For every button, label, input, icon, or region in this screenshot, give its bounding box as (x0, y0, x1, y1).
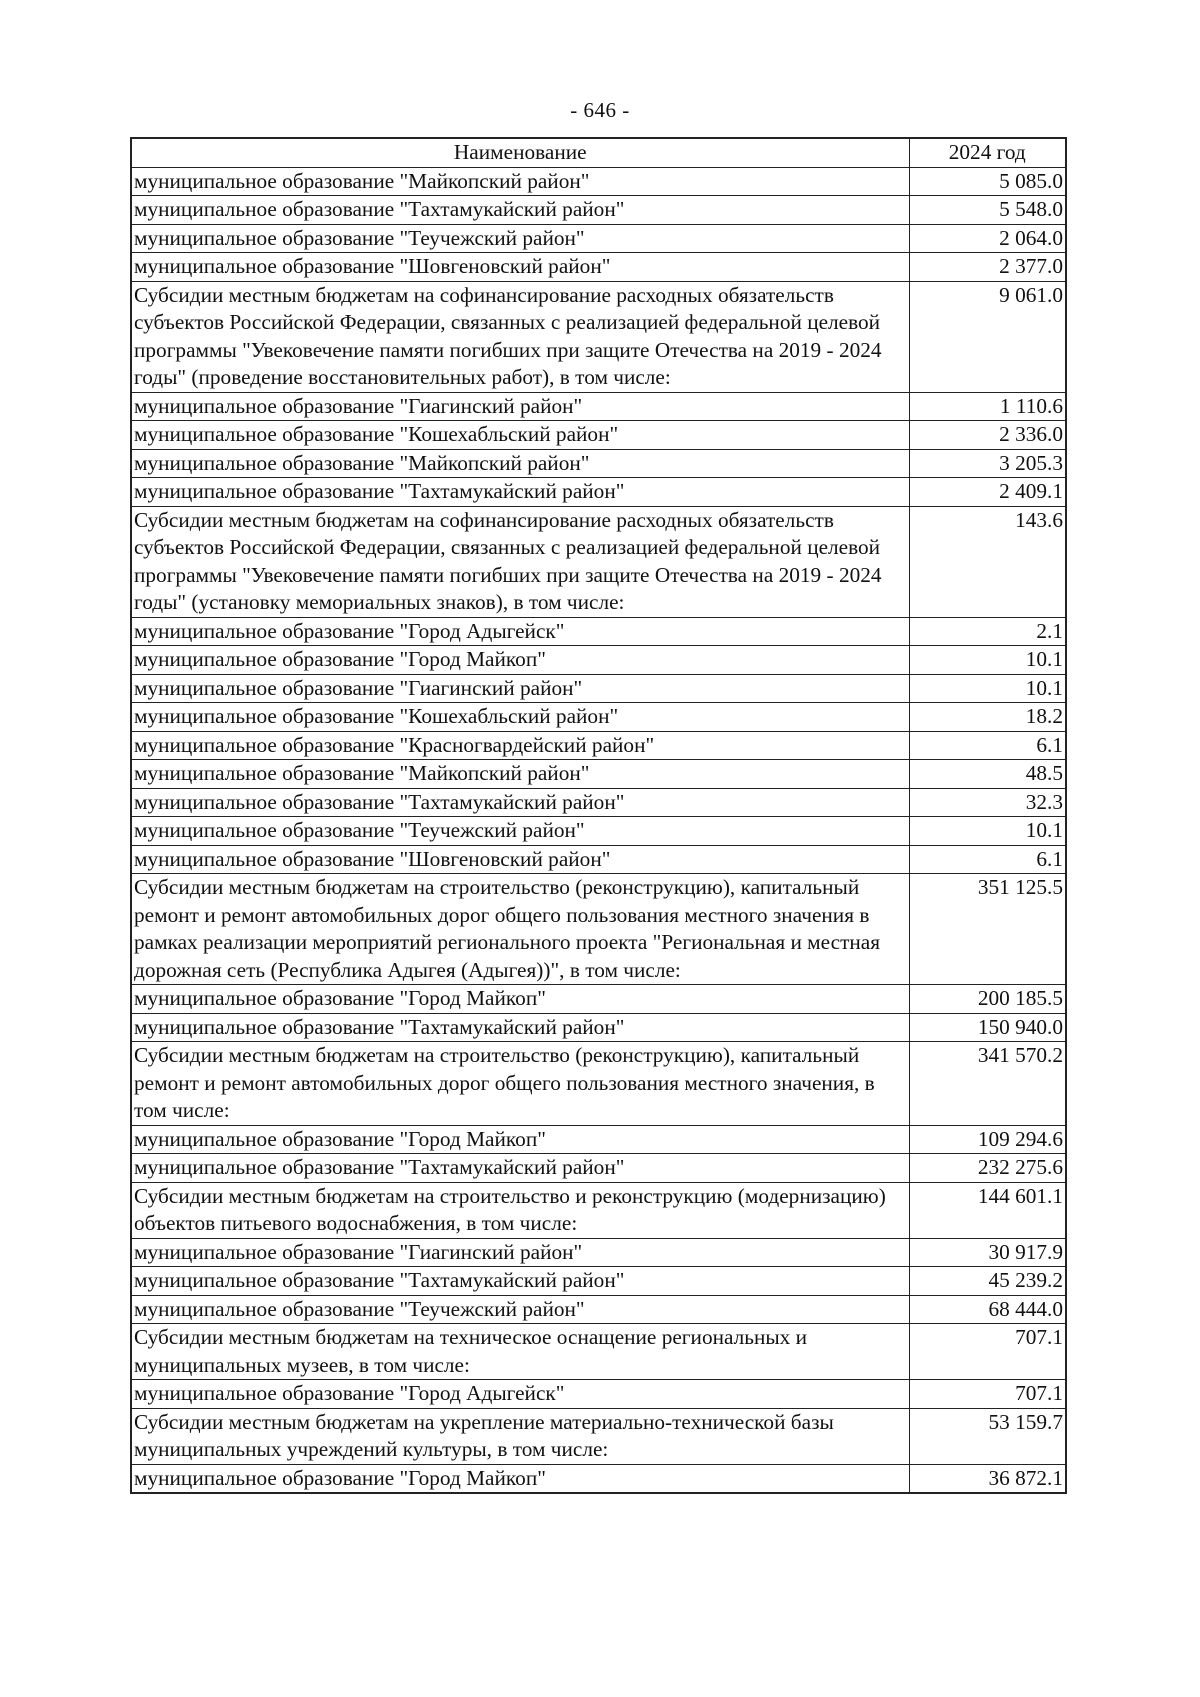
table-row (131, 196, 1066, 225)
table-row (131, 1013, 1066, 1042)
row-name: муниципальное образование "Город Майкоп" (131, 646, 909, 675)
row-value: 6.1 (909, 845, 1066, 874)
table-row (131, 646, 1066, 675)
row-value: 200 185.5 (909, 985, 1066, 1014)
table-row (131, 1125, 1066, 1154)
table-row (131, 788, 1066, 817)
row-name: муниципальное образование "Теучежский район" (131, 1295, 909, 1324)
row-value: 36 872.1 (909, 1464, 1066, 1493)
table-row (131, 1380, 1066, 1409)
table-row (131, 817, 1066, 846)
row-value: 144 601.1 (909, 1182, 1066, 1238)
table-row (131, 1042, 1066, 1126)
table-row (131, 1267, 1066, 1296)
row-name: муниципальное образование "Кошехабльский район" (131, 421, 909, 450)
row-value: 30 917.9 (909, 1238, 1066, 1267)
table-row (131, 1324, 1066, 1380)
row-name: муниципальное образование "Город Майкоп" (131, 1464, 909, 1493)
row-name: муниципальное образование "Гиагинский район" (131, 1238, 909, 1267)
row-value: 2 336.0 (909, 421, 1066, 450)
row-name: муниципальное образование "Город Майкоп" (131, 985, 909, 1014)
row-value: 150 940.0 (909, 1013, 1066, 1042)
row-value: 53 159.7 (909, 1408, 1066, 1464)
row-value: 10.1 (909, 817, 1066, 846)
row-value: 707.1 (909, 1380, 1066, 1409)
row-value: 6.1 (909, 731, 1066, 760)
row-name: муниципальное образование "Тахтамукайский район" (131, 478, 909, 507)
budget-table (130, 137, 1067, 1494)
row-name: муниципальное образование "Теучежский район" (131, 224, 909, 253)
table-row (131, 281, 1066, 392)
row-value: 48.5 (909, 760, 1066, 789)
row-name: муниципальное образование "Тахтамукайский район" (131, 788, 909, 817)
table-row (131, 478, 1066, 507)
row-value: 10.1 (909, 674, 1066, 703)
row-value: 32.3 (909, 788, 1066, 817)
row-value: 5 548.0 (909, 196, 1066, 225)
row-name: Субсидии местным бюджетам на строительство и реконструкцию (модернизацию) объектов питьевого водоснабжения, в том числе: (131, 1182, 909, 1238)
row-value: 2.1 (909, 617, 1066, 646)
row-name: муниципальное образование "Кошехабльский район" (131, 703, 909, 732)
row-value: 341 570.2 (909, 1042, 1066, 1126)
table-row (131, 421, 1066, 450)
table-row (131, 1238, 1066, 1267)
row-name: Субсидии местным бюджетам на укрепление материально-технической базы муниципальных учреждений культуры, в том числе: (131, 1408, 909, 1464)
row-value: 232 275.6 (909, 1154, 1066, 1183)
row-name: муниципальное образование "Майкопский район" (131, 167, 909, 196)
row-name: муниципальное образование "Город Адыгейск" (131, 1380, 909, 1409)
row-name: муниципальное образование "Тахтамукайский район" (131, 196, 909, 225)
row-name: муниципальное образование "Красногвардейский район" (131, 731, 909, 760)
row-name: муниципальное образование "Шовгеновский район" (131, 253, 909, 282)
row-name: муниципальное образование "Майкопский район" (131, 760, 909, 789)
table-header-row (131, 138, 1066, 167)
table-row (131, 1295, 1066, 1324)
row-value: 10.1 (909, 646, 1066, 675)
row-name: муниципальное образование "Город Майкоп" (131, 1125, 909, 1154)
row-value: 9 061.0 (909, 281, 1066, 392)
table-row (131, 1408, 1066, 1464)
table-row (131, 874, 1066, 985)
row-value: 68 444.0 (909, 1295, 1066, 1324)
row-name: муниципальное образование "Теучежский район" (131, 817, 909, 846)
table-row (131, 674, 1066, 703)
table-row (131, 703, 1066, 732)
table-row (131, 845, 1066, 874)
row-value: 109 294.6 (909, 1125, 1066, 1154)
table-row (131, 1154, 1066, 1183)
row-name: муниципальное образование "Гиагинский район" (131, 674, 909, 703)
row-value: 2 377.0 (909, 253, 1066, 282)
row-value: 2 409.1 (909, 478, 1066, 507)
row-value: 707.1 (909, 1324, 1066, 1380)
row-name: муниципальное образование "Тахтамукайский район" (131, 1267, 909, 1296)
row-value: 1 110.6 (909, 392, 1066, 421)
row-name: муниципальное образование "Майкопский район" (131, 449, 909, 478)
row-value: 2 064.0 (909, 224, 1066, 253)
row-value: 45 239.2 (909, 1267, 1066, 1296)
row-name: муниципальное образование "Город Адыгейск" (131, 617, 909, 646)
row-name: Субсидии местным бюджетам на строительство (реконструкцию), капитальный ремонт и ремонт автомобильных дорог общего пользования местного значения, в том числе: (131, 1042, 909, 1126)
row-name: муниципальное образование "Тахтамукайский район" (131, 1154, 909, 1183)
page-number: - 646 - (570, 98, 630, 122)
table-row (131, 392, 1066, 421)
row-name: Субсидии местным бюджетам на софинансирование расходных обязательств субъектов Российской Федерации, связанных с реализацией федеральной целевой программы "Увековечение памяти погибших при защите Отечества на 2019 - 2024 годы" (установку мемориальных знаков), в том числе: (131, 506, 909, 617)
row-value: 5 085.0 (909, 167, 1066, 196)
row-name: муниципальное образование "Тахтамукайский район" (131, 1013, 909, 1042)
row-name: Субсидии местным бюджетам на техническое оснащение региональных и муниципальных музеев, в том числе: (131, 1324, 909, 1380)
table-row (131, 1464, 1066, 1493)
header-name: Наименование (131, 138, 909, 167)
row-value: 143.6 (909, 506, 1066, 617)
row-value: 3 205.3 (909, 449, 1066, 478)
row-name: муниципальное образование "Гиагинский район" (131, 392, 909, 421)
table-row (131, 731, 1066, 760)
table-body (131, 167, 1066, 1493)
table-row (131, 506, 1066, 617)
table-row (131, 760, 1066, 789)
row-name: муниципальное образование "Шовгеновский район" (131, 845, 909, 874)
row-value: 351 125.5 (909, 874, 1066, 985)
table-row (131, 985, 1066, 1014)
table-row (131, 167, 1066, 196)
table-row (131, 224, 1066, 253)
row-name: Субсидии местным бюджетам на строительство (реконструкцию), капитальный ремонт и ремонт автомобильных дорог общего пользования местного значения в рамках реализации мероприятий регионального проекта "Региональная и местная дорожная сеть (Республика Адыгея (Адыгея))", в том числе: (131, 874, 909, 985)
row-name: Субсидии местным бюджетам на софинансирование расходных обязательств субъектов Российской Федерации, связанных с реализацией федеральной целевой программы "Увековечение памяти погибших при защите Отечества на 2019 - 2024 годы" (проведение восстановительных работ), в том числе: (131, 281, 909, 392)
row-value: 18.2 (909, 703, 1066, 732)
table-row (131, 617, 1066, 646)
table-row (131, 1182, 1066, 1238)
header-year: 2024 год (909, 138, 1066, 167)
table-row (131, 253, 1066, 282)
table-row (131, 449, 1066, 478)
